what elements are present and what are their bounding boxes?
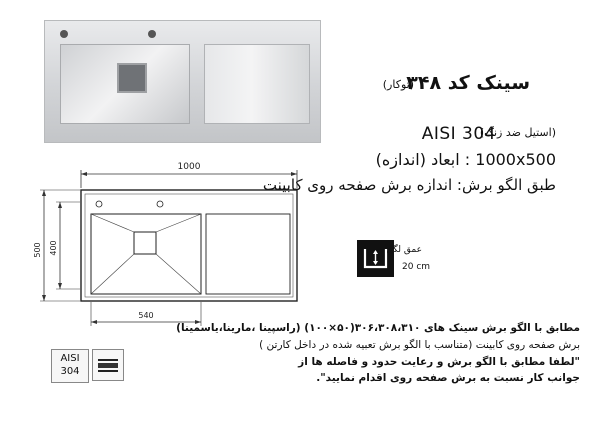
photo-drainboard xyxy=(204,44,310,124)
product-title: سینک کد ۳۴۸ xyxy=(406,72,530,94)
note-line-3: "لطفا مطابق با الگو برش و رعایت حدود و فاصله ها از xyxy=(298,356,580,368)
aisi-badge-line1: AISI xyxy=(60,353,80,364)
depth-label: عمق لگن xyxy=(386,245,422,255)
note-line-2: برش صفحه روی کابینت (متناسب با الگو برش تعبیه شده در داخل کارتن ) xyxy=(259,339,580,351)
basin-width-label: 540 xyxy=(138,311,154,320)
stainless-finish-icon xyxy=(92,349,124,381)
material-grade: AISI 304 xyxy=(421,124,496,144)
sink-outline xyxy=(81,190,297,301)
tap-hole-icon xyxy=(148,30,156,38)
inner-height-label: 400 xyxy=(49,240,58,256)
note-line-1: مطابق با الگو برش سینک های ۳۰۶،۳۰۸،۳۱۰(۵۰×۱۰۰) (راسپینا ،مارینا،یاسمینا) xyxy=(176,322,580,334)
note-line-4: جوانب کار نسبت به برش صفحه روی اقدام نمایید". xyxy=(316,372,580,384)
aisi-badge xyxy=(51,349,89,383)
tap-hole-icon xyxy=(60,30,68,38)
depth-value: 20 cm xyxy=(402,262,431,272)
width-dimension-label: 1000 xyxy=(177,162,201,172)
tap-hole-icon xyxy=(157,201,163,207)
dimensions-text: 1000x500 : ابعاد (اندازه) xyxy=(375,150,556,169)
tap-hole-icon xyxy=(96,201,102,207)
drain-icon xyxy=(117,63,147,93)
aisi-badge-line2: 304 xyxy=(60,366,80,377)
cutout-text: طبق الگو برش: اندازه برش صفحه روی کابینت xyxy=(262,176,556,194)
drain-outline xyxy=(134,232,156,254)
technical-drawing xyxy=(33,162,306,334)
drainboard-outline xyxy=(206,214,290,294)
product-type: (توکار) xyxy=(382,78,414,91)
material-note: (استیل ضد زنگ) xyxy=(479,126,556,139)
outer-height-label: 500 xyxy=(33,242,42,258)
